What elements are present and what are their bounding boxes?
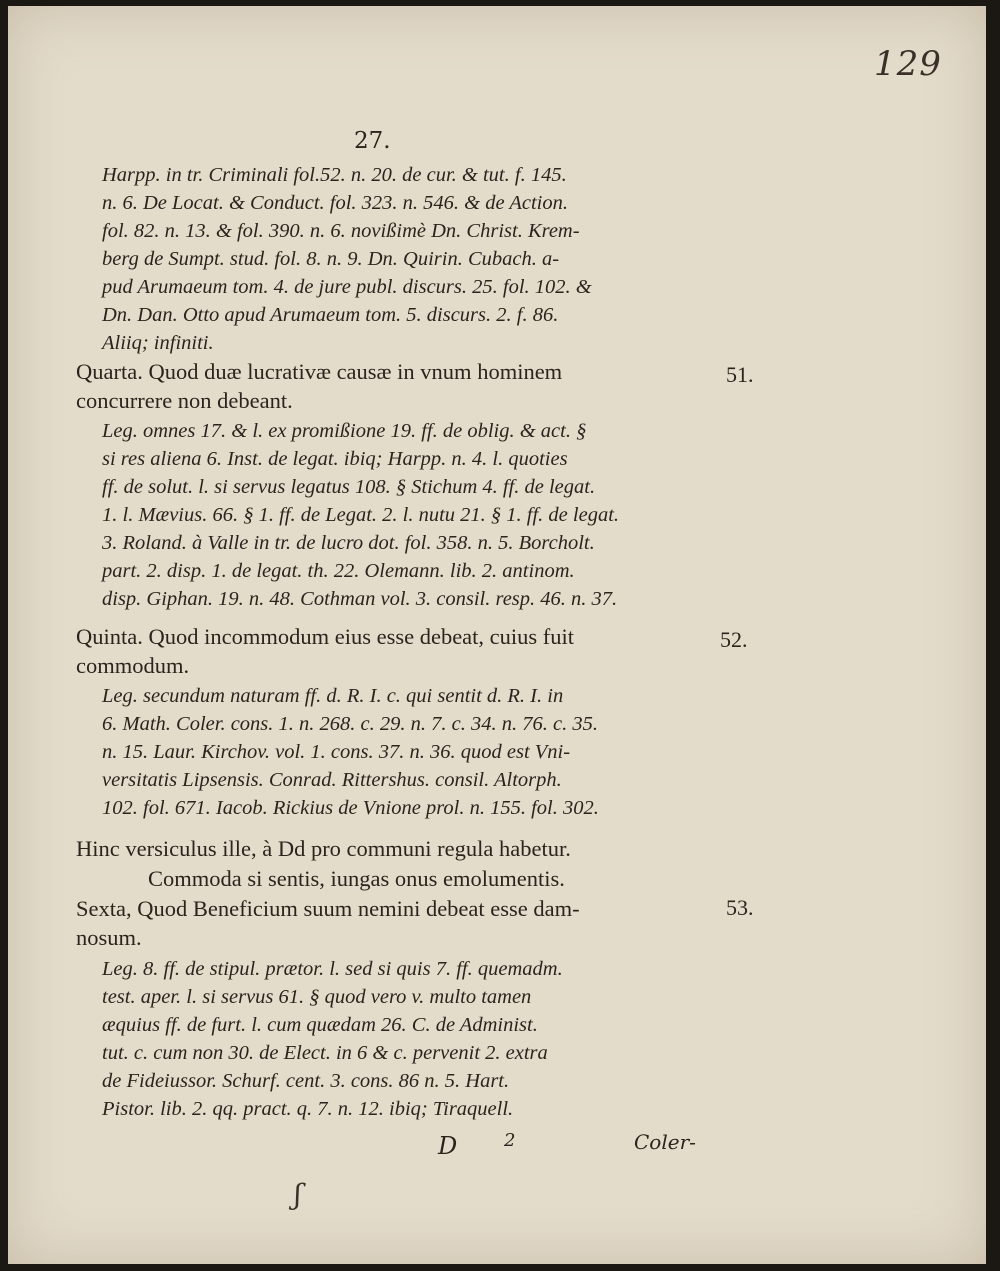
catchword: Coler-	[634, 1130, 696, 1154]
text-line: Leg. omnes 17. & l. ex promißione 19. ff. de oblig. & act. §	[102, 420, 587, 442]
text-line: n. 6. De Locat. & Conduct. fol. 323. n. 546. & de Action.	[102, 192, 568, 214]
section-heading-quarta: Quarta. Quod duæ lucrativæ causæ in vnum hominem	[76, 359, 563, 384]
text-line: concurrere non debeant.	[76, 388, 293, 413]
text-line: æquius ff. de furt. l. cum quædam 26. C. de Administ.	[102, 1014, 538, 1036]
text-line: Leg. 8. ff. de stipul. prætor. l. sed si quis 7. ff. quemadm.	[102, 958, 563, 980]
text-line: versitatis Lipsensis. Conrad. Rittershus. consil. Altorph.	[102, 769, 562, 791]
document-page	[8, 6, 986, 1264]
text-line: si res aliena 6. Inst. de legat. ibiq; Harpp. n. 4. l. quoties	[102, 448, 568, 470]
text-line: part. 2. disp. 1. de legat. th. 22. Olemann. lib. 2. antinom.	[102, 560, 575, 582]
margin-number: 52.	[720, 627, 748, 652]
signature-number: 2	[504, 1130, 516, 1151]
page-number: 27.	[354, 128, 391, 154]
text-line: 1. l. Mævius. 66. § 1. ff. de Legat. 2. l. nutu 21. § 1. ff. de legat.	[102, 504, 620, 526]
text-line: fol. 82. n. 13. & fol. 390. n. 6. novißimè Dn. Christ. Krem-	[102, 220, 580, 242]
text-line: 6. Math. Coler. cons. 1. n. 268. c. 29. n. 7. c. 34. n. 76. c. 35.	[102, 713, 598, 735]
text-line: tut. c. cum non 30. de Elect. in 6 & c. pervenit 2. extra	[102, 1042, 548, 1064]
text-line: pud Arumaeum tom. 4. de jure publ. discurs. 25. fol. 102. &	[102, 276, 592, 298]
text-line: de Fideiussor. Schurf. cent. 3. cons. 86 n. 5. Hart.	[102, 1070, 510, 1092]
text-line: test. aper. l. si servus 61. § quod vero v. multo tamen	[102, 986, 532, 1008]
text-line: disp. Giphan. 19. n. 48. Cothman vol. 3. consil. resp. 46. n. 37.	[102, 588, 618, 610]
text-line: Harpp. in tr. Criminali fol.52. n. 20. de cur. & tut. f. 145.	[102, 164, 567, 186]
section-heading-sexta: Sexta, Quod Beneficium suum nemini debeat esse dam-	[76, 896, 580, 921]
handwritten-folio-number: 129	[874, 44, 942, 84]
verse-line: Commoda si sentis, iungas onus emolumentis.	[148, 866, 565, 891]
ink-mark-icon: ʃ	[294, 1178, 302, 1211]
text-line: berg de Sumpt. stud. fol. 8. n. 9. Dn. Quirin. Cubach. a-	[102, 248, 560, 270]
text-line: Pistor. lib. 2. qq. pract. q. 7. n. 12. ibiq; Tiraquell.	[102, 1098, 514, 1120]
text-line: Dn. Dan. Otto apud Arumaeum tom. 5. discurs. 2. f. 86.	[102, 304, 559, 326]
margin-number: 53.	[726, 895, 754, 920]
text-line: Hinc versiculus ille, à Dd pro communi regula habetur.	[76, 836, 571, 861]
text-line: n. 15. Laur. Kirchov. vol. 1. cons. 37. n. 36. quod est Vni-	[102, 741, 571, 763]
text-line: 102. fol. 671. Iacob. Rickius de Vnione prol. n. 155. fol. 302.	[102, 797, 599, 819]
text-line: commodum.	[76, 653, 190, 678]
text-line: ff. de solut. l. si servus legatus 108. § Stichum 4. ff. de legat.	[102, 476, 596, 498]
text-line: nosum.	[76, 925, 142, 950]
text-line: 3. Roland. à Valle in tr. de lucro dot. fol. 358. n. 5. Borcholt.	[102, 532, 595, 554]
signature-mark: D	[438, 1132, 458, 1160]
text-line: Aliiq; infiniti.	[102, 332, 214, 354]
text-line: Leg. secundum naturam ff. d. R. I. c. qui sentit d. R. I. in	[102, 685, 564, 707]
section-heading-quinta: Quinta. Quod incommodum eius esse debeat, cuius fuit	[76, 624, 575, 649]
margin-number: 51.	[726, 362, 754, 387]
